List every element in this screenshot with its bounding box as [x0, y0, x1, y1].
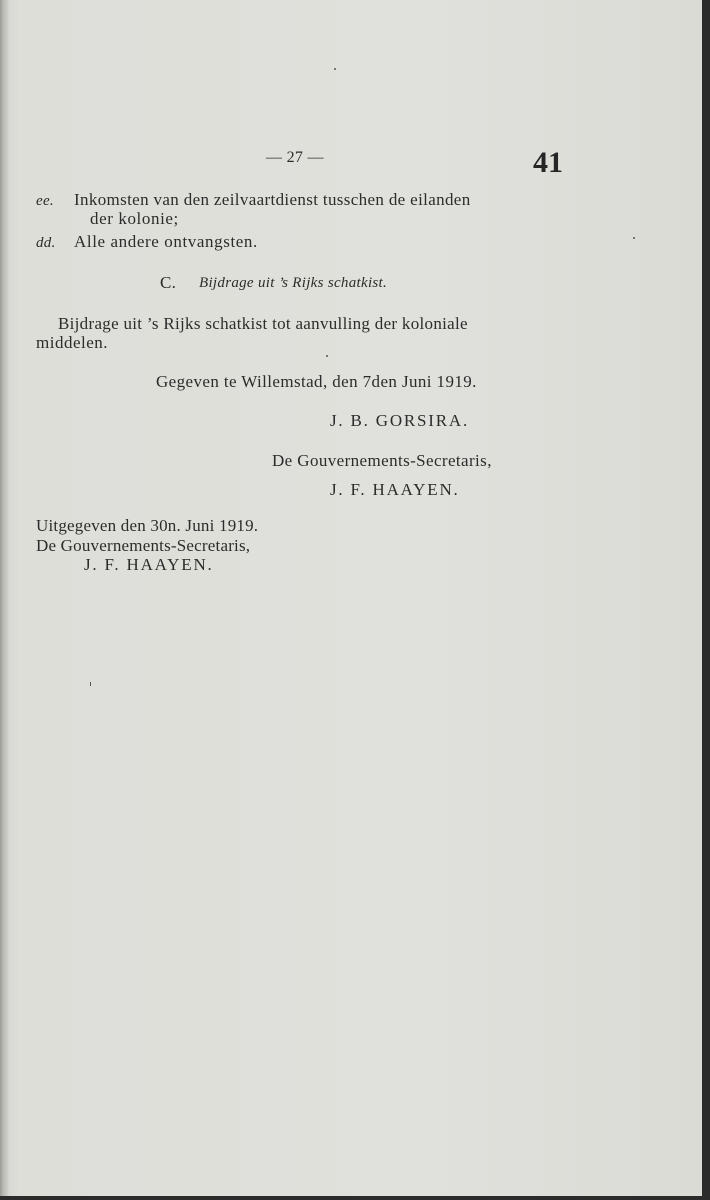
paragraph-line-2: middelen.: [36, 333, 109, 352]
publication-secretary-name: J. F. HAAYEN.: [84, 555, 214, 574]
publication-date: Uitgegeven den 30n. Juni 1919.: [36, 516, 259, 535]
section-c-title: Bijdrage uit ’s Rijks schatkist.: [199, 275, 388, 291]
given-at-line: Gegeven te Willemstad, den 7den Juni 1919.: [156, 372, 477, 391]
item-marker-dd: dd.: [36, 235, 56, 251]
item-ee-line-1: Inkomsten van den zeilvaartdienst tusschen de eilanden: [74, 190, 471, 209]
page-header-number: — 27 —: [266, 149, 324, 166]
paper-speck: [334, 68, 336, 70]
publication-secretary-title: De Gouvernements-Secretaris,: [36, 536, 251, 555]
section-c-letter: C.: [160, 273, 177, 292]
secretary-title: De Gouvernements-Secretaris,: [272, 451, 492, 470]
paper-speck: [326, 355, 328, 357]
paragraph-line-1: Bijdrage uit ’s Rijks schatkist tot aanvulling der koloniale: [58, 314, 468, 333]
governor-name: J. B. GORSIRA.: [330, 411, 470, 430]
page-binding-edge: [0, 0, 9, 1196]
item-ee-line-2: der kolonie;: [90, 209, 179, 228]
item-dd-line-1: Alle andere ontvangsten.: [74, 232, 258, 251]
secretary-name: J. F. HAAYEN.: [330, 480, 460, 499]
paper-speck: [90, 682, 91, 686]
page-number: 41: [533, 146, 563, 179]
item-marker-ee: ee.: [36, 193, 54, 209]
paper-speck: [633, 237, 635, 239]
